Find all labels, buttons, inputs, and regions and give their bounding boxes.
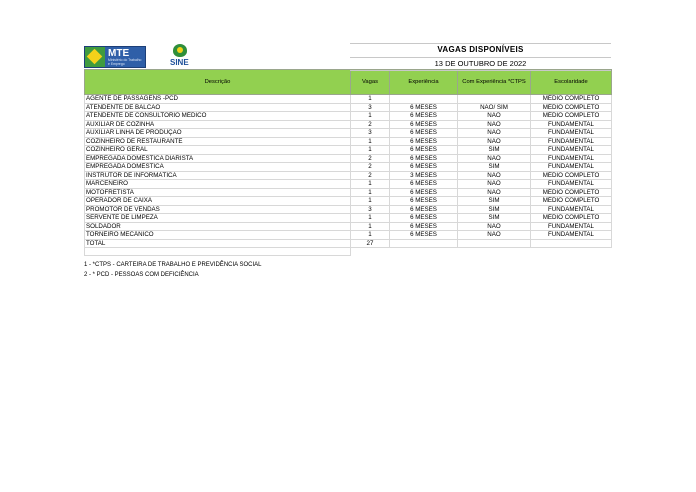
cell-description: AUXILIAR DE COZINHA: [85, 120, 351, 129]
footnotes: [84, 260, 262, 280]
cell-education: MÉDIO COMPLETO: [531, 214, 612, 223]
cell-with-experience: NÃO: [458, 222, 531, 231]
cell-vacancies: 1: [351, 188, 390, 197]
blank-row: [85, 248, 612, 256]
cell-experience: 6 MESES: [390, 163, 458, 172]
total-value: 27: [351, 239, 390, 248]
blank-cell: [351, 248, 390, 256]
cell-vacancies: 2: [351, 154, 390, 163]
cell-description: INSTRUTOR DE INFORMÁTICA: [85, 171, 351, 180]
cell-description: AGENTE DE PASSAGENS -PCD: [85, 95, 351, 104]
cell-with-experience: NÃO: [458, 171, 531, 180]
cell-description: EMPREGADA DOMÉSTICA: [85, 163, 351, 172]
cell-education: FUNDAMENTAL: [531, 146, 612, 155]
cell-vacancies: 3: [351, 205, 390, 214]
cell-description: ATENDENTE DE BALCÃO: [85, 103, 351, 112]
cell-education: MÉDIO COMPLETO: [531, 188, 612, 197]
cell-experience: 6 MESES: [390, 103, 458, 112]
brazil-flag-icon: [85, 47, 105, 67]
cell-description: SERVENTE DE LIMPEZA: [85, 214, 351, 223]
column-header-education: Escolaridade: [531, 70, 612, 95]
cell-experience: 6 MESES: [390, 137, 458, 146]
blank-cell: [85, 248, 351, 256]
cell-with-experience: NÃO: [458, 180, 531, 189]
cell-with-experience: SIM: [458, 205, 531, 214]
cell-description: TORNEIRO MECÂNICO: [85, 231, 351, 240]
table-row: [85, 129, 612, 138]
cell-description: COZINHEIRO DE RESTAURANTE: [85, 137, 351, 146]
footnote-pcd: 2 - * PCD - PESSOAS COM DEFICIÊNCIA: [84, 272, 199, 278]
cell-vacancies: 1: [351, 222, 390, 231]
table-row: [85, 188, 612, 197]
cell-vacancies: 2: [351, 171, 390, 180]
cell-vacancies: 1: [351, 95, 390, 104]
sine-logo-text: SINE: [170, 58, 189, 67]
column-header-experience: Experiência: [390, 70, 458, 95]
cell-with-experience: NÃO: [458, 188, 531, 197]
cell-vacancies: 1: [351, 137, 390, 146]
cell-experience: 6 MESES: [390, 214, 458, 223]
cell-education: FUNDAMENTAL: [531, 231, 612, 240]
total-label: TOTAL: [85, 239, 351, 248]
cell-with-experience: NÃO: [458, 137, 531, 146]
mte-logo: [84, 46, 146, 68]
table-row: [85, 231, 612, 240]
table-row: [85, 163, 612, 172]
total-empty-cell: [458, 239, 531, 248]
cell-vacancies: 2: [351, 120, 390, 129]
cell-experience: 6 MESES: [390, 231, 458, 240]
cell-vacancies: 1: [351, 231, 390, 240]
table-row: [85, 171, 612, 180]
cell-education: FUNDAMENTAL: [531, 163, 612, 172]
cell-experience: 6 MESES: [390, 146, 458, 155]
cell-education: FUNDAMENTAL: [531, 129, 612, 138]
cell-vacancies: 1: [351, 180, 390, 189]
table-row: [85, 103, 612, 112]
table-row: [85, 137, 612, 146]
page-title: VAGAS DISPONÍVEIS: [350, 43, 611, 58]
mte-logo-subtitle: Ministério do Trabalho e Emprego: [108, 58, 142, 66]
table-row: [85, 120, 612, 129]
cell-description: OPERADOR DE CAIXA: [85, 197, 351, 206]
title-box: [350, 43, 611, 69]
cell-experience: 3 MESES: [390, 171, 458, 180]
cell-education: MÉDIO COMPLETO: [531, 197, 612, 206]
cell-experience: 6 MESES: [390, 129, 458, 138]
sine-logo: [170, 44, 194, 70]
table-row: [85, 222, 612, 231]
page-date: 13 DE OUTUBRO DE 2022: [350, 58, 611, 71]
cell-with-experience: NÃO: [458, 154, 531, 163]
cell-vacancies: 1: [351, 112, 390, 121]
blank-cell: [531, 248, 612, 256]
cell-education: MÉDIO COMPLETO: [531, 95, 612, 104]
mte-logo-text: MTE: [108, 48, 130, 59]
cell-with-experience: [458, 95, 531, 104]
cell-education: MÉDIO COMPLETO: [531, 112, 612, 121]
sheet-header: [84, 43, 611, 69]
total-empty-cell: [531, 239, 612, 248]
cell-experience: 6 MESES: [390, 222, 458, 231]
cell-with-experience: SIM: [458, 146, 531, 155]
column-header-vacancies: Vagas: [351, 70, 390, 95]
table-header-row: [85, 70, 612, 95]
blank-cell: [390, 248, 458, 256]
cell-experience: [390, 95, 458, 104]
cell-education: FUNDAMENTAL: [531, 120, 612, 129]
brazil-map-icon: [173, 44, 187, 57]
column-header-description: Descrição: [85, 70, 351, 95]
cell-education: FUNDAMENTAL: [531, 180, 612, 189]
table-row: [85, 112, 612, 121]
cell-with-experience: NÃO: [458, 112, 531, 121]
cell-education: FUNDAMENTAL: [531, 154, 612, 163]
cell-description: AUXILIAR LINHA DE PRODUÇÃO: [85, 129, 351, 138]
table-row: [85, 154, 612, 163]
cell-description: ATENDENTE DE CONSULTÓRIO MÉDICO: [85, 112, 351, 121]
cell-description: EMPREGADA DOMÉSTICA DIARISTA: [85, 154, 351, 163]
cell-vacancies: 1: [351, 146, 390, 155]
cell-experience: 6 MESES: [390, 120, 458, 129]
cell-experience: 6 MESES: [390, 112, 458, 121]
cell-experience: 6 MESES: [390, 205, 458, 214]
cell-vacancies: 3: [351, 129, 390, 138]
table-row: [85, 146, 612, 155]
logo-area: [84, 43, 350, 69]
cell-with-experience: NÃO: [458, 231, 531, 240]
cell-with-experience: NÃO: [458, 120, 531, 129]
vacancy-table: [84, 69, 612, 256]
footnote-ctps: 1 - *CTPS - CARTEIRA DE TRABALHO E PREVIDÊNCIA SOCIAL: [84, 262, 262, 268]
cell-with-experience: NÃO: [458, 129, 531, 138]
vacancy-sheet: [84, 43, 611, 256]
blank-cell: [458, 248, 531, 256]
cell-education: FUNDAMENTAL: [531, 205, 612, 214]
total-row: [85, 239, 612, 248]
cell-education: MÉDIO COMPLETO: [531, 103, 612, 112]
total-empty-cell: [390, 239, 458, 248]
cell-experience: 6 MESES: [390, 188, 458, 197]
cell-education: FUNDAMENTAL: [531, 222, 612, 231]
cell-vacancies: 1: [351, 197, 390, 206]
cell-education: FUNDAMENTAL: [531, 137, 612, 146]
table-row: [85, 180, 612, 189]
table-row: [85, 95, 612, 104]
table-row: [85, 214, 612, 223]
cell-education: MÉDIO COMPLETO: [531, 171, 612, 180]
cell-description: PROMOTOR DE VENDAS: [85, 205, 351, 214]
cell-description: MOTOFRETISTA: [85, 188, 351, 197]
cell-with-experience: SIM: [458, 197, 531, 206]
table-row: [85, 197, 612, 206]
table-body: [85, 95, 612, 240]
cell-with-experience: NÃO/ SIM: [458, 103, 531, 112]
cell-description: SOLDADOR: [85, 222, 351, 231]
cell-vacancies: 2: [351, 163, 390, 172]
cell-experience: 6 MESES: [390, 154, 458, 163]
cell-experience: 6 MESES: [390, 180, 458, 189]
table-row: [85, 205, 612, 214]
cell-description: COZINHEIRO GERAL: [85, 146, 351, 155]
cell-with-experience: SIM: [458, 163, 531, 172]
cell-vacancies: 1: [351, 214, 390, 223]
column-header-with-experience: Com Experiência *CTPS: [458, 70, 531, 95]
cell-vacancies: 3: [351, 103, 390, 112]
cell-experience: 6 MESES: [390, 197, 458, 206]
cell-with-experience: SIM: [458, 214, 531, 223]
cell-description: MARCENEIRO: [85, 180, 351, 189]
